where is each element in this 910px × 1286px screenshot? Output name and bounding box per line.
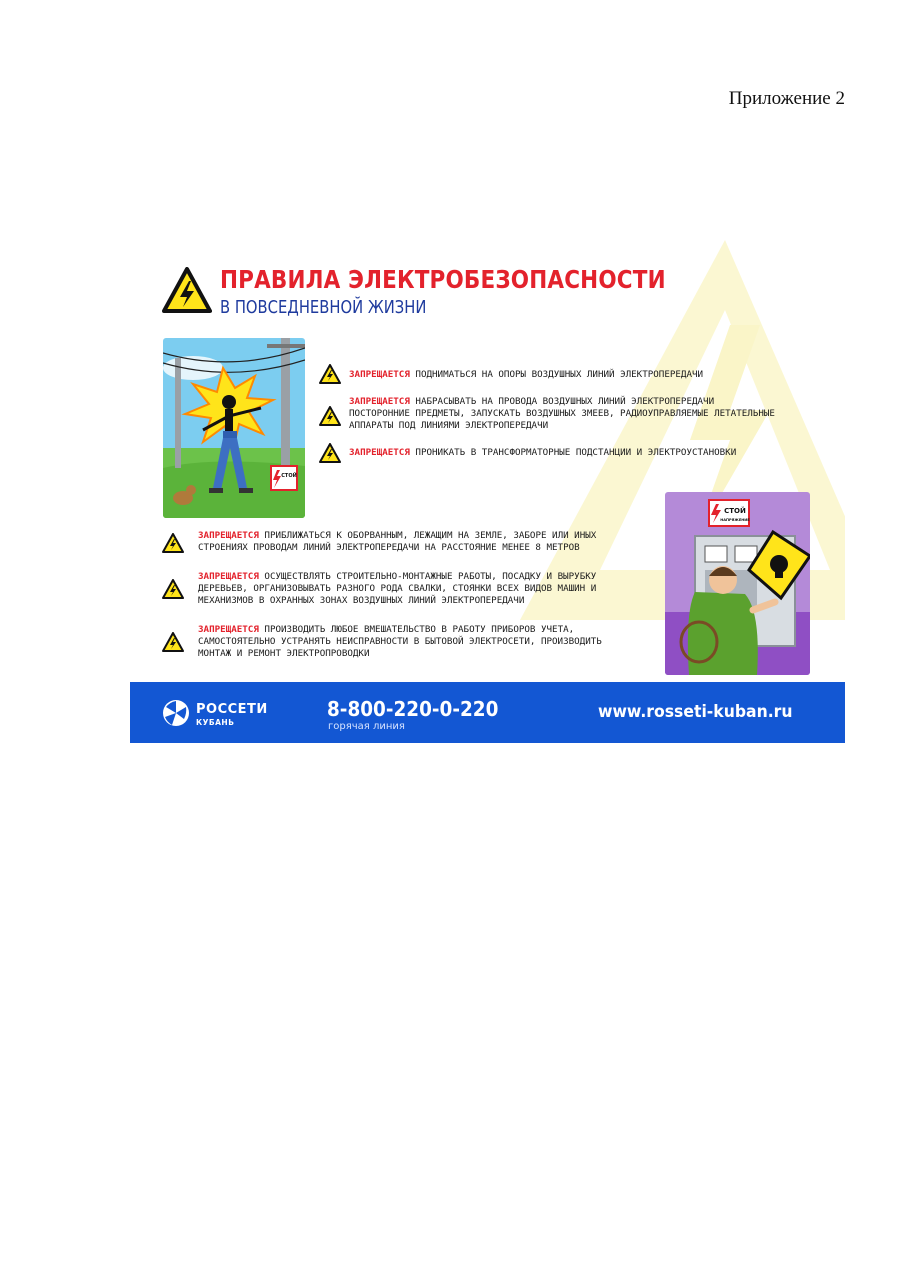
rule-text: ОСУЩЕСТВЛЯТЬ СТРОИТЕЛЬНО-МОНТАЖНЫЕ РАБОТЫ, ПОСАДКУ И ВЫРУБКУ ДЕРЕВЬЕВ, ОРГАНИЗОВЫВАТЬ РАЗНОГО РОДА СВАЛКИ, СТОЯНКИ ВСЕХ ВИДОВ МАШИН И МЕХАНИЗМОВ В ОХРАННЫХ ЗОНАХ ВОЗДУШНЫХ ЛИНИЙ ЭЛЕКТРОПЕРЕДАЧИ <box>198 571 597 606</box>
poster-subtitle: В ПОВСЕДНЕВНОЙ ЖИЗНИ <box>220 297 427 318</box>
electrical-panel-image <box>665 492 810 675</box>
warning-triangle-icon <box>319 443 341 463</box>
power-line-shock-image <box>163 338 305 518</box>
poster-title: ПРАВИЛА ЭЛЕКТРОБЕЗОПАСНОСТИ <box>220 265 666 294</box>
rule-text: ПРОИЗВОДИТЬ ЛЮБОЕ ВМЕШАТЕЛЬСТВО В РАБОТУ ПРИБОРОВ УЧЕТА, САМОСТОЯТЕЛЬНО УСТРАНЯТЬ НЕИСПРАВНОСТИ В БЫТОВОЙ ЭЛЕКТРОСЕТИ, ПРОИЗВОДИТЬ МОНТАЖ И РЕМОНТ ЭЛЕКТРОПРОВОДКИ <box>198 624 602 659</box>
rule-keyword: ЗАПРЕЩАЕТСЯ <box>198 624 259 635</box>
hotline-phone: 8-800-220-0-220 <box>327 697 499 721</box>
rule-keyword: ЗАПРЕЩАЕТСЯ <box>198 530 259 541</box>
warning-triangle-icon <box>162 632 184 652</box>
warning-triangle-icon <box>319 364 341 384</box>
sign-voltage-text: НАПРЯЖЕНИЕ <box>720 518 750 522</box>
warning-triangle-icon <box>319 406 341 426</box>
rule-text: ПОДНИМАТЬСЯ НА ОПОРЫ ВОЗДУШНЫХ ЛИНИЙ ЭЛЕКТРОПЕРЕДАЧИ <box>415 369 704 380</box>
rule-text: ПРИБЛИЖАТЬСЯ К ОБОРВАННЫМ, ЛЕЖАЩИМ НА ЗЕМЛЕ, ЗАБОРЕ ИЛИ ИНЫХ СТРОЕНИЯХ ПРОВОДАМ ЛИНИЙ ЭЛЕКТРОПЕРЕДАЧИ НА РАССТОЯНИЕ МЕНЕЕ 8 МЕТРОВ <box>198 530 597 553</box>
warning-triangle-icon <box>162 579 184 599</box>
brand-region: КУБАНЬ <box>196 718 235 727</box>
hotline-label: горячая линия <box>328 721 405 732</box>
website-link[interactable]: www.rosseti-kuban.ru <box>598 702 793 722</box>
illustration-power-line-shock <box>163 338 305 518</box>
illustration-electrical-panel <box>665 492 810 675</box>
rosseti-logo-icon <box>162 699 190 727</box>
svg-text:СТОЙ: СТОЙ <box>281 473 297 479</box>
poster-footer <box>130 682 845 743</box>
rule-keyword: ЗАПРЕЩАЕТСЯ <box>198 571 259 582</box>
warning-triangle-icon <box>162 533 184 553</box>
rule-text: ПРОНИКАТЬ В ТРАНСФОРМАТОРНЫЕ ПОДСТАНЦИИ И ЭЛЕКТРОУСТАНОВКИ <box>415 447 737 458</box>
high-voltage-warning-icon <box>162 267 212 313</box>
rule-text: НАБРАСЫВАТЬ НА ПРОВОДА ВОЗДУШНЫХ ЛИНИЙ ЭЛЕКТРОПЕРЕДАЧИ ПОСТОРОННИЕ ПРЕДМЕТЫ, ЗАПУСКАТЬ ВОЗДУШНЫХ ЗМЕЕВ, РАДИОУПРАВЛЯЕМЫЕ ЛЕТАТЕЛЬНЫЕ АППАРАТЫ ПОД ЛИНИЯМИ ЭЛЕКТРОПЕРЕДАЧИ <box>349 396 775 431</box>
brand-name: РОССЕТИ <box>196 702 268 717</box>
rule-keyword: ЗАПРЕЩАЕТСЯ <box>349 396 410 407</box>
rule-keyword: ЗАПРЕЩАЕТСЯ <box>349 447 410 458</box>
sign-stop-text: СТОЙ <box>724 507 746 515</box>
appendix-label: Приложение 2 <box>728 88 845 109</box>
rule-keyword: ЗАПРЕЩАЕТСЯ <box>349 369 410 380</box>
safety-poster <box>130 240 845 743</box>
